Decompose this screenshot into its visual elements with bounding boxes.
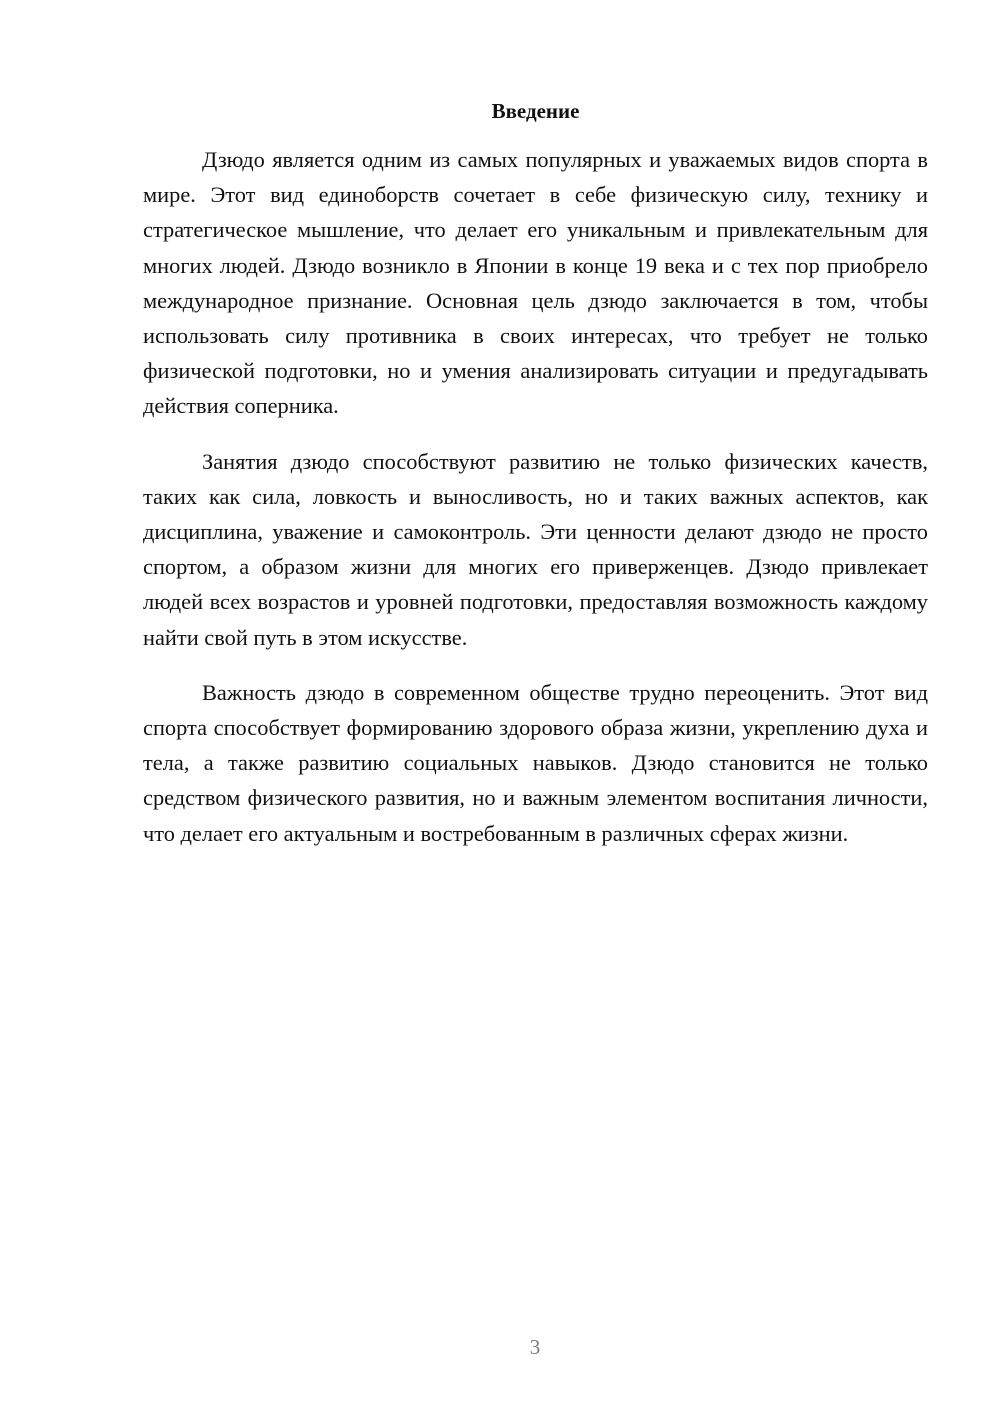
page-title: Введение <box>491 99 580 123</box>
paragraph-1: Дзюдо является одним из самых популярных и уважаемых видов спорта в мире. Этот вид единоборств сочетает в себе физическую силу, технику и стратегическое мышление, что делает его уникальным и привлекательным для многих людей. Дзюдо возникло в Японии в конце 19 века и с тех пор приобрело международное признание. Основная цель дзюдо заключается в том, чтобы использовать силу противника в своих интересах, что требует не только физической подготовки, но и умения анализировать ситуации и предугадывать действия соперника. <box>143 147 928 419</box>
page-number: 3 <box>529 1335 541 1359</box>
paragraph-2: Занятия дзюдо способствуют развитию не только физических качеств, таких как сила, ловкость и выносливость, но и таких важных аспектов, как дисциплина, уважение и самоконтроль. Эти ценности делают дзюдо не просто спортом, а образом жизни для многих его приверженцев. Дзюдо привлекает людей всех возрастов и уровней подготовки, предоставляя возможность каждому найти свой путь в этом искусстве. <box>143 448 928 650</box>
paragraph-3: Важность дзюдо в современном обществе трудно переоценить. Этот вид спорта способствует формированию здорового образа жизни, укреплению духа и тела, а также развитию социальных навыков. Дзюдо становится не только средством физического развития, но и важным элементом воспитания личности, что делает его актуальным и востребованным в различных сферах жизни. <box>143 679 928 846</box>
document-body <box>143 142 928 871</box>
